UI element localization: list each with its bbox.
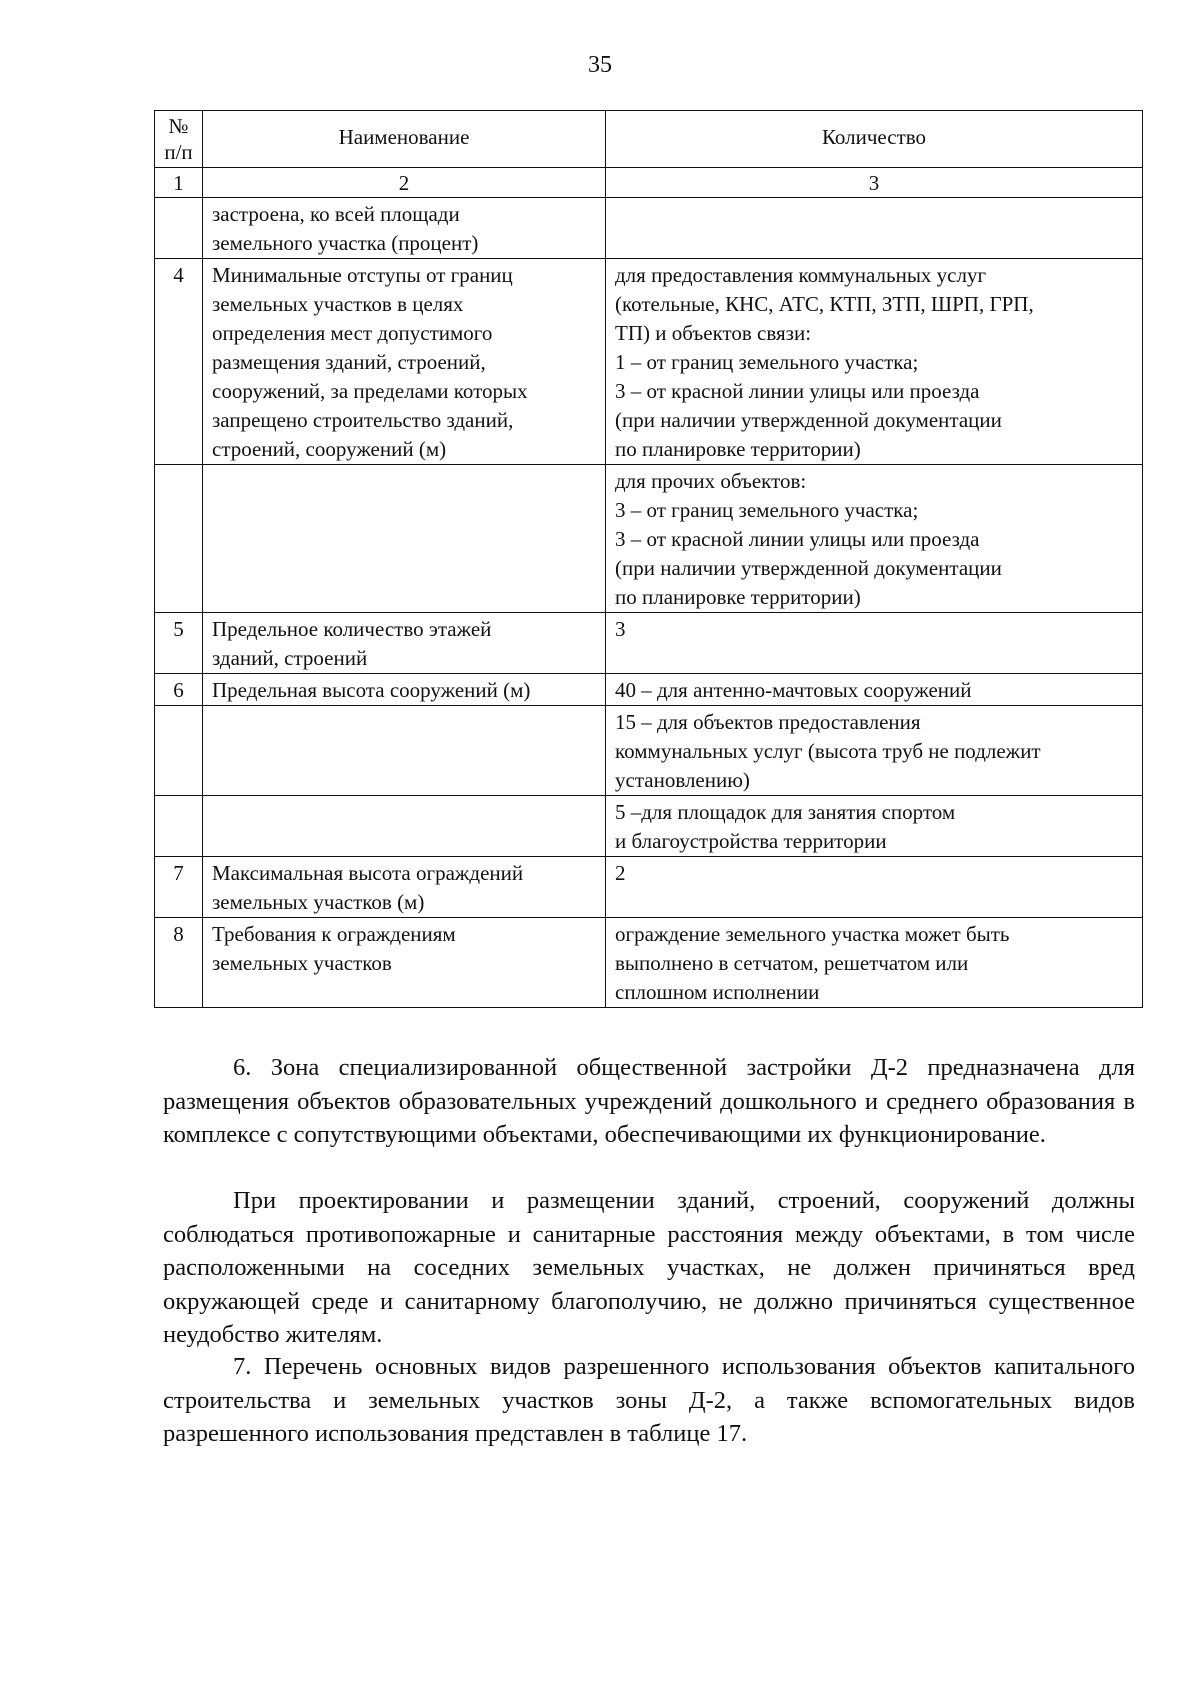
table-row xyxy=(155,857,1143,918)
row-name: застроена, ко всей площади земельного участка (процент) xyxy=(203,198,606,259)
row-quantity xyxy=(606,198,1143,259)
row-number xyxy=(155,198,203,259)
row-name: Минимальные отступы от границ земельных участков в целях определения мест допустимого размещения зданий, строений, сооружений, за пределами которых запрещено строительство зданий, строений, сооружений (м) xyxy=(203,259,606,465)
column-index-2: 2 xyxy=(203,168,606,198)
row-number: 4 xyxy=(155,259,203,465)
row-quantity: 15 – для объектов предоставления коммунальных услуг (высота труб не подлежит установлению) xyxy=(606,706,1143,796)
row-name: Предельная высота сооружений (м) xyxy=(203,674,606,706)
table-row xyxy=(155,674,1143,706)
header-num-symbol: № xyxy=(168,114,189,138)
row-name-empty xyxy=(203,706,606,796)
header-num-abbr: п/п xyxy=(164,140,193,164)
table-row-continuation xyxy=(155,796,1143,857)
row-quantity: 3 xyxy=(606,613,1143,674)
page-number: 35 xyxy=(588,52,612,78)
row-name: Предельное количество этажей зданий, строений xyxy=(203,613,606,674)
row-number-empty xyxy=(155,796,203,857)
table-row xyxy=(155,198,1143,259)
row-name: Максимальная высота ограждений земельных участков (м) xyxy=(203,857,606,918)
column-index-row xyxy=(155,168,1143,198)
table-row xyxy=(155,613,1143,674)
header-name: Наименование xyxy=(203,111,606,168)
row-quantity: 40 – для антенно-мачтовых сооружений xyxy=(606,674,1143,706)
row-quantity: для прочих объектов: 3 – от границ земельного участка; 3 – от красной линии улицы или проезда (при наличии утвержденной документации по планировке территории) xyxy=(606,465,1143,613)
table-row-continuation xyxy=(155,465,1143,613)
row-number: 8 xyxy=(155,918,203,1008)
row-quantity: для предоставления коммунальных услуг (котельные, КНС, АТС, КТП, ЗТП, ШРП, ГРП, ТП) и объектов связи: 1 – от границ земельного участка; 3 – от красной линии улицы или проезда (при наличии утвержденной документации по планировке территории) xyxy=(606,259,1143,465)
paragraph-design-requirements: При проектировании и размещении зданий, строений, сооружений должны соблюдаться противопожарные и санитарные расстояния между объектами, в том числе расположенными на соседних земельных участках, не должен причиняться вред окружающей среде и санитарному благополучию, не должно причиняться существенное неудобство жителям. xyxy=(163,1187,1135,1348)
table-row-continuation xyxy=(155,706,1143,796)
regulations-table xyxy=(154,110,1143,1008)
paragraph-zone-description: 6. Зона специализированной общественной застройки Д-2 предназначена для размещения объектов образовательных учреждений дошкольного и среднего образования в комплексе с сопутствующими объектами, обеспечивающими их функционирование. xyxy=(163,1054,1135,1148)
row-quantity: ограждение земельного участка может быть выполнено в сетчатом, решетчатом или сплошном исполнении xyxy=(606,918,1143,1008)
row-name-empty xyxy=(203,465,606,613)
header-quantity: Количество xyxy=(606,111,1143,168)
column-index-1: 1 xyxy=(155,168,203,198)
row-number-empty xyxy=(155,465,203,613)
column-index-3: 3 xyxy=(606,168,1143,198)
table-row xyxy=(155,259,1143,465)
table-row xyxy=(155,918,1143,1008)
row-number: 6 xyxy=(155,674,203,706)
row-quantity: 5 –для площадок для занятия спортом и благоустройства территории xyxy=(606,796,1143,857)
row-quantity: 2 xyxy=(606,857,1143,918)
row-name-empty xyxy=(203,796,606,857)
row-number: 5 xyxy=(155,613,203,674)
header-num xyxy=(155,111,203,168)
table-header-row xyxy=(155,111,1143,168)
row-name: Требования к ограждениям земельных участков xyxy=(203,918,606,1008)
paragraph-permitted-uses: 7. Перечень основных видов разрешенного использования объектов капитального строительства и земельных участков зоны Д-2, а также вспомогательных видов разрешенного использования представлен в таблице 17. xyxy=(163,1353,1135,1447)
row-number-empty xyxy=(155,706,203,796)
row-number: 7 xyxy=(155,857,203,918)
